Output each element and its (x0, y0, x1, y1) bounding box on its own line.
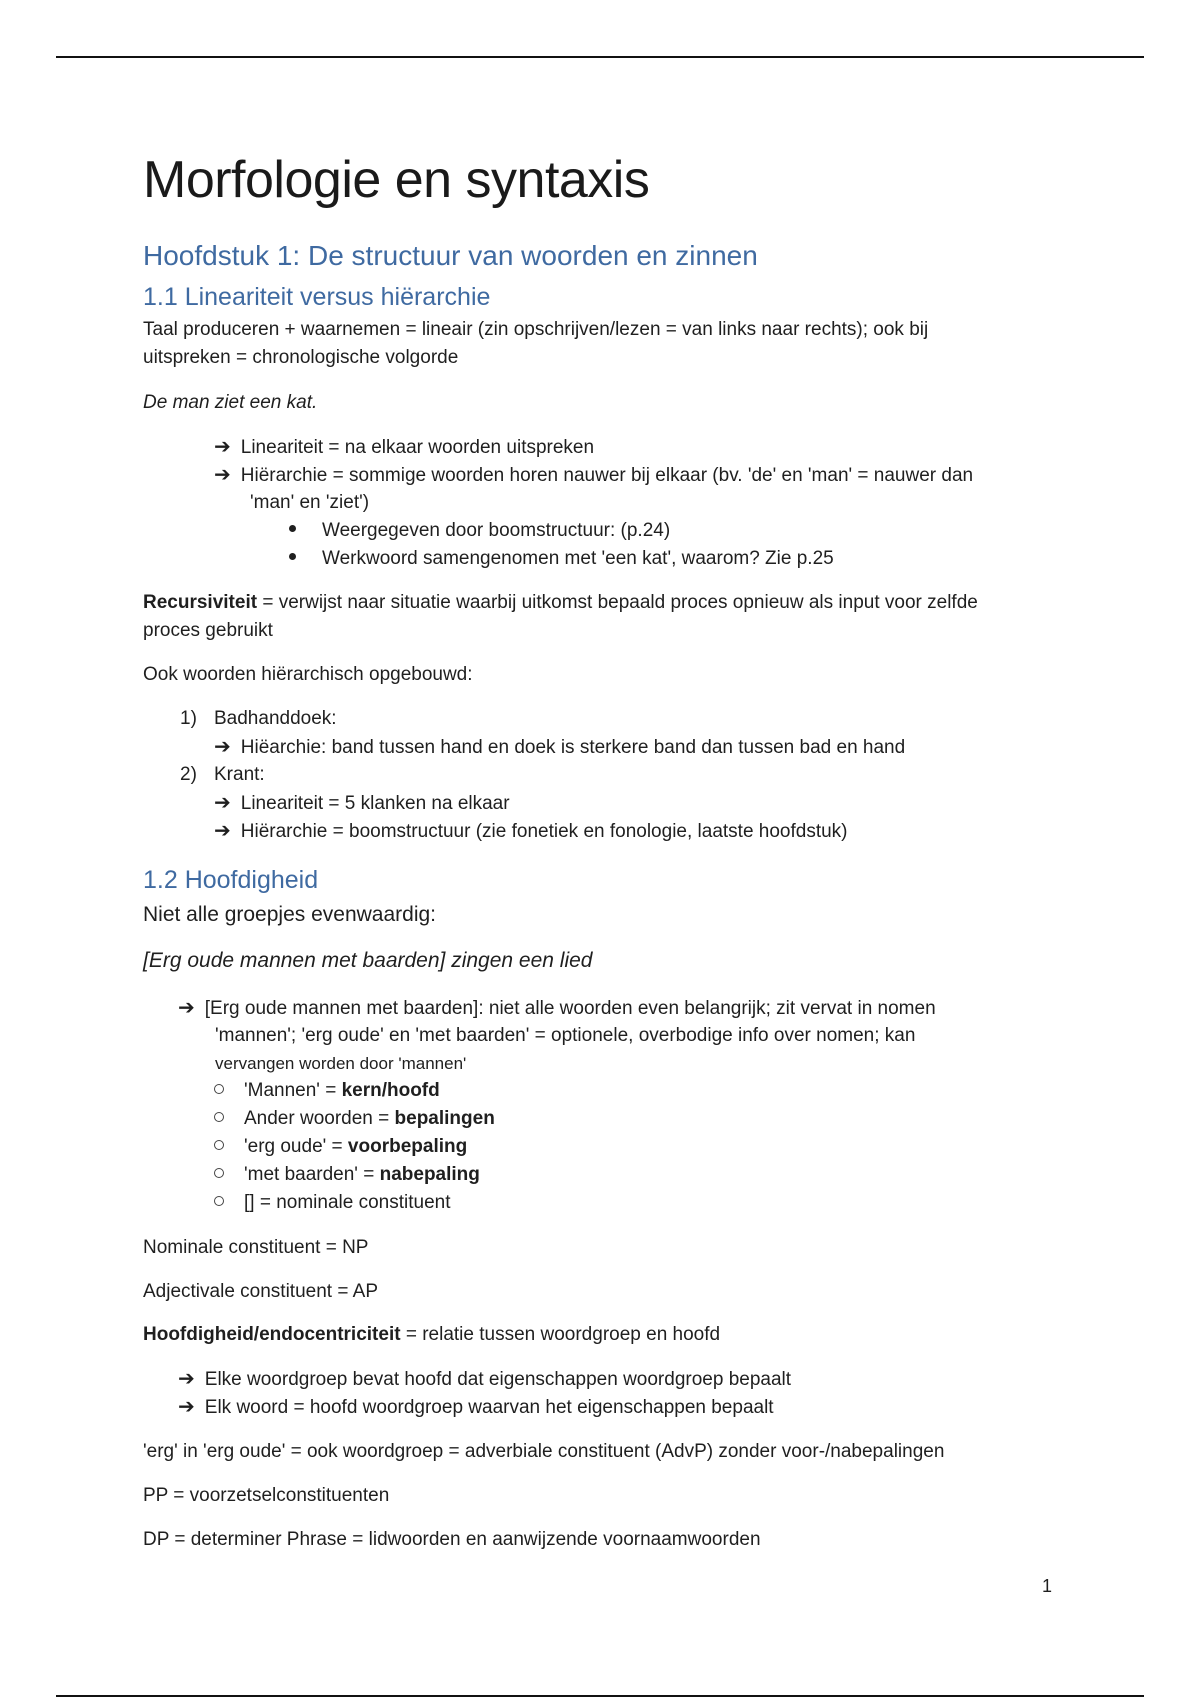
arrow-icon: ➔ (214, 820, 231, 842)
arrow-icon: ➔ (178, 1368, 195, 1390)
paragraph-line: 'erg' in 'erg oude' = ook woordgroep = adverbiale constituent (AdvP) zonder voor-/nabepalingen (143, 1441, 945, 1462)
sub-bullet-item (214, 1189, 451, 1217)
sub-bullet-text: Ander woorden = (244, 1108, 395, 1129)
page-number: 1 (1042, 1576, 1053, 1596)
arrow-item (214, 433, 594, 462)
paragraph-line (143, 1321, 720, 1349)
arrow-item-text: Hiëarchie: band tussen hand en doek is sterkere band dan tussen bad en hand (240, 737, 906, 758)
sub-bullet-item (214, 1077, 440, 1105)
term-definition: = relatie tussen woordgroep en hoofd (400, 1324, 721, 1345)
numbered-item (180, 761, 265, 789)
arrow-item-text: Lineariteit = 5 klanken na elkaar (240, 793, 510, 814)
chapter-heading: Hoofdstuk 1: De structuur van woorden en zinnen (143, 240, 758, 271)
arrow-item (214, 733, 905, 762)
paragraph-line (143, 589, 978, 617)
section-heading-1-1: 1.1 Lineariteit versus hiërarchie (143, 283, 491, 311)
arrow-item-continuation: 'man' en 'ziet') (250, 492, 370, 513)
bullet-text: Weergegeven door boomstructuur: (p.24) (322, 520, 671, 541)
item-text: Krant: (214, 764, 265, 785)
circle-bullet-icon (214, 1168, 224, 1178)
circle-bullet-icon (214, 1084, 224, 1094)
paragraph-line: Adjectivale constituent = AP (143, 1281, 379, 1302)
item-number: 1) (180, 708, 197, 729)
arrow-item-text: Hiërarchie = boomstructuur (zie fonetiek en fonologie, laatste hoofdstuk) (240, 821, 848, 842)
arrow-item (214, 817, 848, 846)
sub-bullet-item (214, 1133, 467, 1161)
bullet-text: Werkwoord samengenomen met 'een kat', waarom? Zie p.25 (322, 548, 834, 569)
item-text: Badhanddoek: (214, 708, 337, 729)
item-number: 2) (180, 764, 197, 785)
circle-bullet-icon (214, 1196, 224, 1206)
arrow-item (178, 1365, 791, 1394)
circle-bullet-icon (214, 1140, 224, 1150)
arrow-item-continuation: vervangen worden door 'mannen' (215, 1054, 467, 1073)
sub-bullet-item (214, 1161, 480, 1189)
section-heading-1-2: 1.2 Hoofdigheid (143, 866, 319, 894)
arrow-icon: ➔ (178, 1396, 195, 1418)
arrow-icon: ➔ (214, 436, 231, 458)
term-bold: Hoofdigheid/endocentriciteit (143, 1324, 401, 1345)
term-definition: = verwijst naar situatie waarbij uitkomst bepaald proces opnieuw als input voor zelfde (257, 592, 978, 613)
paragraph-line: DP = determiner Phrase = lidwoorden en aanwijzende voornaamwoorden (143, 1529, 761, 1550)
example-sentence: De man ziet een kat. (143, 392, 318, 413)
arrow-icon: ➔ (214, 736, 231, 758)
bullet-item (289, 517, 670, 545)
bullet-icon (289, 553, 296, 560)
arrow-item-text: Lineariteit = na elkaar woorden uitspreken (240, 437, 595, 458)
arrow-item-text: Elk woord = hoofd woordgroep waarvan het eigenschappen bepaalt (204, 1397, 774, 1418)
sub-bullet-text: 'erg oude' = (244, 1136, 348, 1157)
arrow-icon: ➔ (214, 464, 231, 486)
sub-bullet-item (214, 1105, 495, 1133)
arrow-item-text: [Erg oude mannen met baarden]: niet alle woorden even belangrijk; zit vervat in nomen (204, 998, 936, 1019)
paragraph-line: uitspreken = chronologische volgorde (143, 347, 459, 368)
term-bold: nabepaling (379, 1164, 480, 1185)
paragraph-line: Niet alle groepjes evenwaardig: (143, 903, 437, 926)
example-sentence: [Erg oude mannen met baarden] zingen een lied (143, 949, 593, 972)
sub-bullet-text: [] = nominale constituent (244, 1192, 451, 1213)
term-bold: kern/hoofd (341, 1080, 440, 1101)
numbered-item (180, 705, 337, 733)
paragraph-line: Taal produceren + waarnemen = lineair (zin opschrijven/lezen = van links naar rechts); ook bij (143, 319, 929, 340)
arrow-item-continuation: 'mannen'; 'erg oude' en 'met baarden' = optionele, overbodige info over nomen; kan (215, 1025, 916, 1046)
bullet-icon (289, 525, 296, 532)
sub-bullet-text: 'met baarden' = (244, 1164, 380, 1185)
arrow-item (178, 1393, 774, 1422)
arrow-item (214, 461, 973, 490)
circle-bullet-icon (214, 1112, 224, 1122)
arrow-item (214, 789, 510, 818)
arrow-item-text: Elke woordgroep bevat hoofd dat eigenschappen woordgroep bepaalt (204, 1369, 792, 1390)
term-bold: voorbepaling (347, 1136, 468, 1157)
paragraph-line: Ook woorden hiërarchisch opgebouwd: (143, 664, 473, 685)
arrow-item-text: Hiërarchie = sommige woorden horen nauwer bij elkaar (bv. 'de' en 'man' = nauwer dan (240, 465, 974, 486)
term-bold: bepalingen (394, 1108, 495, 1129)
sub-bullet-text: 'Mannen' = (244, 1080, 342, 1101)
paragraph-line: Nominale constituent = NP (143, 1237, 369, 1258)
document-title: Morfologie en syntaxis (143, 151, 650, 209)
bullet-item (289, 545, 834, 573)
footer-rule (56, 1695, 1144, 1697)
paragraph-line: proces gebruikt (143, 620, 273, 641)
arrow-icon: ➔ (214, 792, 231, 814)
arrow-item (178, 994, 936, 1023)
term-bold: Recursiviteit (143, 592, 258, 613)
paragraph-line: PP = voorzetselconstituenten (143, 1485, 390, 1506)
header-rule (56, 56, 1144, 58)
arrow-icon: ➔ (178, 997, 195, 1019)
